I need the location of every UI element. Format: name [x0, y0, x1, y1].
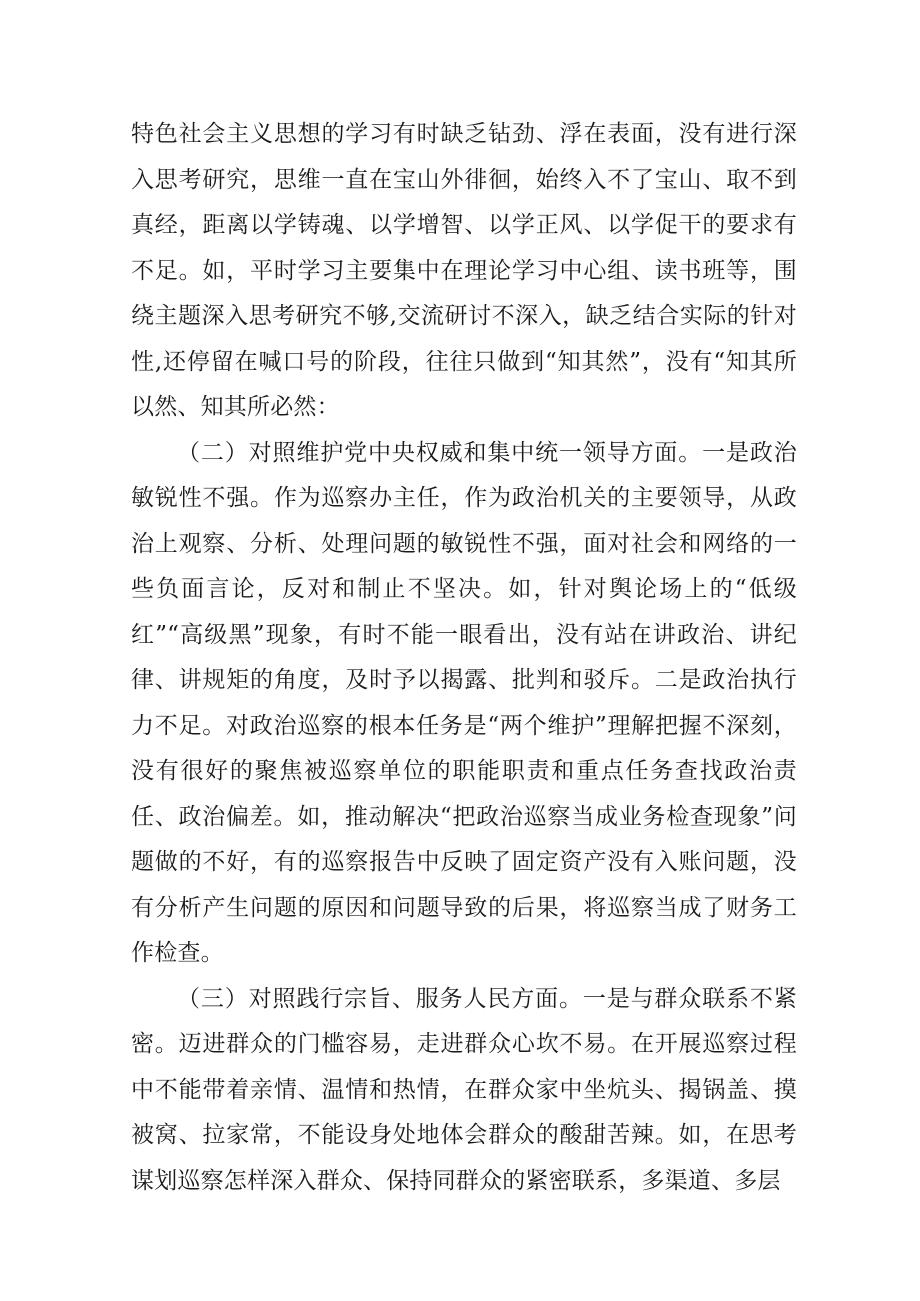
paragraph-2: （二）对照维护党中央权威和集中统一领导方面。一是政治敏锐性不强。作为巡察办主任，作为政治机关的主要领导，从政治上观察、分析、处理问题的敏锐性不强，面对社会和网络的一些负面言论，反对和制止不坚决。如，针对舆论场上的“低级红”“高级黑”现象，有时不能一眼看出，没有站在讲政治、讲纪律、讲规矩的角度，及时予以揭露、批判和驳斥。二是政治执行力不足。对政治巡察的根本任务是“两个维护”理解把握不深刻，没有很好的聚焦被巡察单位的职能职责和重点任务查找政治责任、政治偏差。如，推动解决“把政治巡察当成业务检查现象”问题做的不好，有的巡察报告中反映了固定资产没有入账问题，没有分析产生问题的原因和问题导致的后果，将巡察当成了财务工作检查。: [131, 439, 797, 966]
paragraph-3: （三）对照践行宗旨、服务人民方面。一是与群众联系不紧密。迈进群众的门槛容易，走进群众心坎不易。在开展巡察过程中不能带着亲情、温情和热情，在群众家中坐炕头、揭锅盖、摸被窝、拉家常，不能设身处地体会群众的酸甜苦辣。如，在思考谋划巡察怎样深入群众、保持同群众的紧密联系，多渠道、多层: [131, 985, 797, 1194]
document-body: [131, 112, 797, 1204]
paragraph-1: 特色社会主义思想的学习有时缺乏钻劲、浮在表面，没有进行深入思考研究，思维一直在宝山外徘徊，始终入不了宝山、取不到真经，距离以学铸魂、以学增智、以学正风、以学促干的要求有不足。如，平时学习主要集中在理论学习中心组、读书班等，围绕主题深入思考研究不够,交流研讨不深入，缺乏结合实际的针对性,还停留在喊口号的阶段，往往只做到“知其然”，没有“知其所以然、知其所必然：: [131, 121, 797, 420]
